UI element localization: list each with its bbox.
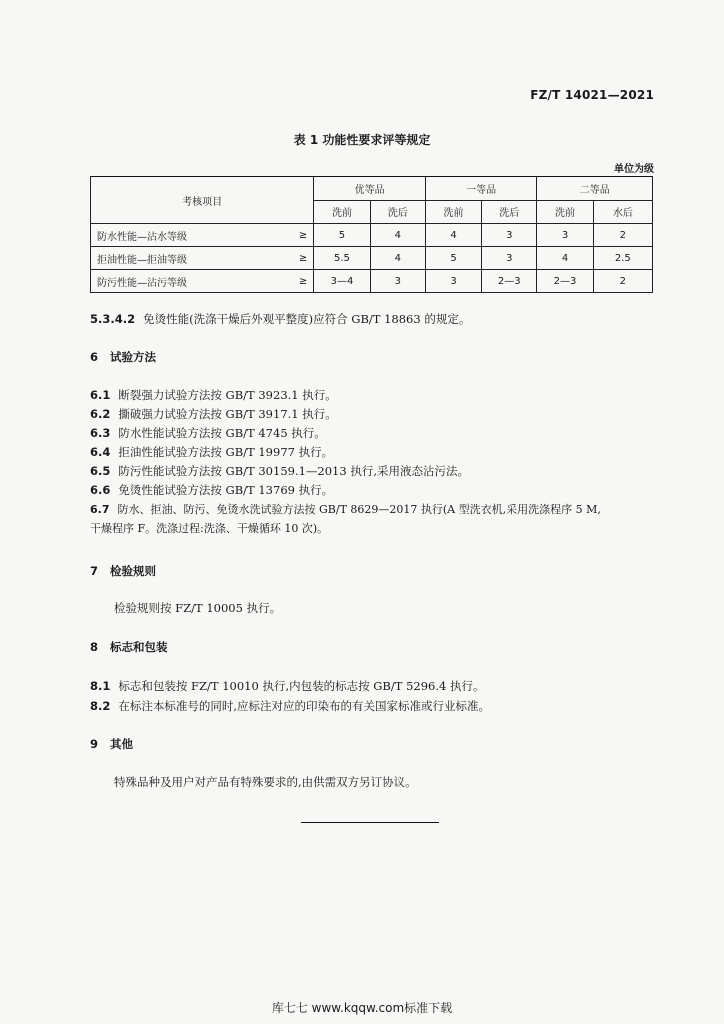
table-title: 表 1 功能性要求评等规定: [293, 133, 431, 147]
clause-number: 6.7: [90, 503, 110, 516]
table-row: [91, 224, 653, 247]
clause-8-2: [90, 697, 660, 716]
cell-value: 2: [593, 270, 652, 293]
clause-6-7: [90, 500, 660, 538]
section-7-text: 检验规则按 FZ/T 10005 执行。: [114, 601, 282, 615]
clause-6-6: [90, 481, 660, 500]
clause-text: 免烫性能试验方法按 GB/T 13769 执行。: [118, 483, 334, 497]
document-code: FZ/T 14021—2021: [530, 88, 654, 102]
section-9-text: 特殊品种及用户对产品有特殊要求的,由供需双方另订协议。: [114, 775, 417, 789]
clause-number: 6.1: [90, 388, 111, 402]
grading-table: [90, 176, 653, 293]
item-header: 考核项目: [91, 177, 314, 224]
table-row: [91, 270, 653, 293]
clause-text: 在标注本标准号的同时,应标注对应的印染布的有关国家标准或行业标准。: [118, 699, 491, 713]
section-9-heading: [90, 736, 133, 752]
sub-header: 洗前: [537, 200, 593, 224]
cell-value: 3: [425, 270, 481, 293]
section-8-heading: [90, 639, 168, 655]
group-header-premium: 优等品: [314, 177, 426, 201]
section-title: 检验规则: [110, 564, 157, 578]
sub-header: 洗前: [314, 200, 370, 224]
footer-watermark: 库七七 www.kqqw.com标准下载: [271, 1001, 453, 1015]
clause-number: 8.2: [90, 699, 111, 713]
clause-6-3: [90, 424, 660, 443]
clause-6-2: [90, 405, 660, 424]
cell-value: 4: [537, 247, 593, 270]
end-rule: [301, 822, 439, 823]
clause-6-4: [90, 443, 660, 462]
row-item: 防水性能—沾水等级: [91, 224, 284, 247]
row-item: 防污性能—沾污等级: [91, 270, 284, 293]
section-title: 试验方法: [110, 350, 157, 364]
cell-value: 5: [314, 224, 370, 247]
clause-text: 断裂强力试验方法按 GB/T 3923.1 执行。: [118, 388, 337, 402]
row-operator: ≥: [284, 247, 314, 270]
clause-5-3-4-2: [90, 310, 660, 329]
clause-text: 标志和包装按 FZ/T 10010 执行,内包装的标志按 GB/T 5296.4 执行。: [118, 679, 485, 693]
cell-value: 5: [425, 247, 481, 270]
cell-value: 2.5: [593, 247, 652, 270]
clause-text: 防水、拒油、防污、免烫水洗试验方法按 GB/T 8629—2017 执行(A 型洗衣机,采用洗涤程序 5 M,: [117, 503, 601, 516]
cell-value: 3: [482, 247, 537, 270]
clause-number: 8.1: [90, 679, 111, 693]
clause-text: 免烫性能(洗涤干燥后外观平整度)应符合 GB/T 18863 的规定。: [143, 312, 471, 326]
group-header-first: 一等品: [425, 177, 537, 201]
cell-value: 2—3: [537, 270, 593, 293]
unit-note: 单位为级: [614, 164, 654, 175]
sub-header: 洗后: [370, 200, 425, 224]
cell-value: 2: [593, 224, 652, 247]
section-number: 6: [90, 350, 99, 364]
row-operator: ≥: [284, 270, 314, 293]
row-operator: ≥: [284, 224, 314, 247]
cell-value: 3—4: [314, 270, 370, 293]
section-number: 8: [90, 640, 99, 654]
clause-text: 撕破强力试验方法按 GB/T 3917.1 执行。: [118, 407, 337, 421]
clause-8-1: [90, 677, 660, 696]
clause-number: 6.4: [90, 445, 111, 459]
clause-text-continued: 干燥程序 F。洗涤过程:洗涤、干燥循环 10 次)。: [90, 522, 329, 535]
sub-header: 洗后: [482, 200, 537, 224]
cell-value: 5.5: [314, 247, 370, 270]
section-number: 7: [90, 564, 99, 578]
cell-value: 3: [482, 224, 537, 247]
cell-value: 3: [370, 270, 425, 293]
cell-value: 4: [370, 247, 425, 270]
section-7-heading: [90, 563, 156, 579]
row-item: 拒油性能—拒油等级: [91, 247, 284, 270]
cell-value: 2—3: [482, 270, 537, 293]
clause-number: 6.3: [90, 426, 111, 440]
clause-number: 5.3.4.2: [90, 312, 136, 326]
table-row: [91, 247, 653, 270]
section-number: 9: [90, 737, 99, 751]
clause-number: 6.6: [90, 483, 111, 497]
cell-value: 3: [537, 224, 593, 247]
clause-6-1: [90, 386, 660, 405]
clause-number: 6.2: [90, 407, 111, 421]
cell-value: 4: [370, 224, 425, 247]
section-title: 其他: [110, 737, 134, 751]
clause-6-5: [90, 462, 660, 481]
section-title: 标志和包装: [110, 640, 168, 654]
clause-text: 防水性能试验方法按 GB/T 4745 执行。: [118, 426, 326, 440]
section-6-heading: [90, 349, 156, 365]
cell-value: 4: [425, 224, 481, 247]
sub-header: 洗前: [425, 200, 481, 224]
clause-number: 6.5: [90, 464, 111, 478]
group-header-second: 二等品: [537, 177, 653, 201]
clause-text: 防污性能试验方法按 GB/T 30159.1—2013 执行,采用液态沾污法。: [118, 464, 469, 478]
sub-header: 水后: [593, 200, 652, 224]
clause-text: 拒油性能试验方法按 GB/T 19977 执行。: [118, 445, 334, 459]
